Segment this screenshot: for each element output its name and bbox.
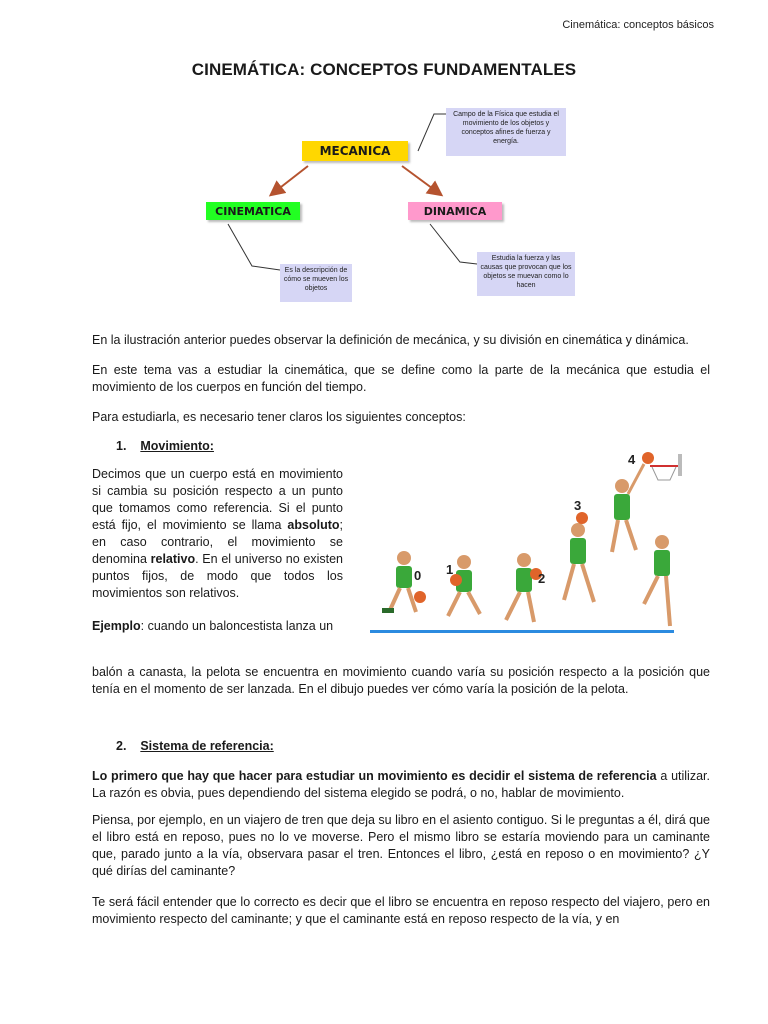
term-relativo: relativo [150,552,196,566]
movement-text-c: . En el universo no existen puntos fijos, de modo que todos los movimientos son relativos. [92,552,343,600]
step-label-3: 3 [574,498,582,513]
ball-0 [414,591,426,603]
movement-paragraph [92,466,343,602]
document-title: CINEMÁTICA: CONCEPTOS FUNDAMENTALES [191,60,577,79]
leader-mecanica [418,114,446,151]
train-example-paragraph: Piensa, por ejemplo, en un viajero de tren que deja su libro en el asiento contiguo. Si le preguntas a él, dirá que el libro está en reposo, pues no lo ve moverse. Pero el mismo libro se estaría moviendo para un caminante que, parado junto a la vía, observara pasar el tren. Entonces el libro, ¿está en reposo o en movimiento? ¿Y qué dirías del caminante? [92,813,710,878]
player-4 [612,452,654,552]
mecanica-note: Campo de la Física que estudia el movimiento de los objetos y conceptos afines de fuerza y energía. [446,108,566,156]
section2-title: Sistema de referencia: [140,739,274,753]
step-label-2: 2 [538,571,546,586]
dinamica-note: Estudia la fuerza y las causas que provocan que los objetos se muevan como lo hacen [477,252,575,296]
movement-text-a: Decimos que un cuerpo está en movimiento si cambia su posición respecto a un punto que tomamos como referencia. Si el punto está fijo, el movimiento se llama [92,467,343,532]
paragraph-concepts: Para estudiarla, es necesario tener claros los siguientes conceptos: [92,410,466,424]
step-label-1: 1 [446,562,454,577]
example-line1 [92,618,343,635]
player-2 [506,553,542,622]
example-line1-text: : cuando un baloncestista lanza un [140,619,334,633]
step-label-0: 0 [414,568,422,583]
leader-dinamica [430,224,477,264]
hoop-net [652,467,676,480]
ball-3 [576,512,588,524]
reference-lead [92,768,710,802]
arrow-to-dinamica [402,166,440,194]
section1-number: 1. [116,439,127,453]
example-rest: balón a canasta, la pelota se encuentra en movimiento cuando varía su posición respecto a la posición que tenía en el momento de ser lanzada. En el dibujo puedes ver cómo varía la posición de la pelota. [92,665,710,696]
movement-text-b: ; en caso contrario, el movimiento se denomina [92,518,343,566]
player-3 [564,512,594,602]
mechanics-diagram [190,100,580,310]
cinematica-note: Es la descripción de cómo se mueven los objetos [280,264,352,302]
term-absoluto: absoluto [287,518,340,532]
basketball-illustration [366,450,690,640]
leader-cinematica [228,224,280,270]
floor-line [370,630,674,633]
arrow-to-cinematica [272,166,308,194]
reference-lead-rest: a utilizar. La razón es obvia, pues dependiendo del sistema elegido se podrá, o no, hablar de movimiento. [92,769,710,800]
section1-title: Movimiento: [140,439,214,453]
paragraph-definition: En este tema vas a estudiar la cinemática, que se define como la parte de la mecánica que estudia el movimiento de los cuerpos en función del tiempo. [92,363,710,394]
ball-4 [642,452,654,464]
player-5 [644,535,670,626]
running-header: Cinemática: conceptos básicos [562,19,714,31]
backboard [678,454,682,476]
section2-number: 2. [116,739,127,753]
paragraph-intro: En la ilustración anterior puedes observar la definición de mecánica, y su división en cinemática y dinámica. [92,333,689,347]
mecanica-box: MECANICA [302,141,408,161]
reference-lead-bold: Lo primero que hay que hacer para estudiar un movimiento es decidir el sistema de referencia [92,769,657,783]
step-label-4: 4 [628,452,636,467]
section2-heading [116,739,274,753]
dinamica-box: DINAMICA [408,202,502,220]
section1-heading [116,439,214,453]
basketball-players [366,450,690,640]
cinematica-box: CINEMATICA [206,202,300,220]
example-label: Ejemplo [92,619,141,633]
conclusion-paragraph: Te será fácil entender que lo correcto es decir que el libro se encuentra en reposo respecto del viajero, pero en movimiento respecto del caminante; y que el caminante está en reposo respecto de la vía, y en [92,895,710,926]
